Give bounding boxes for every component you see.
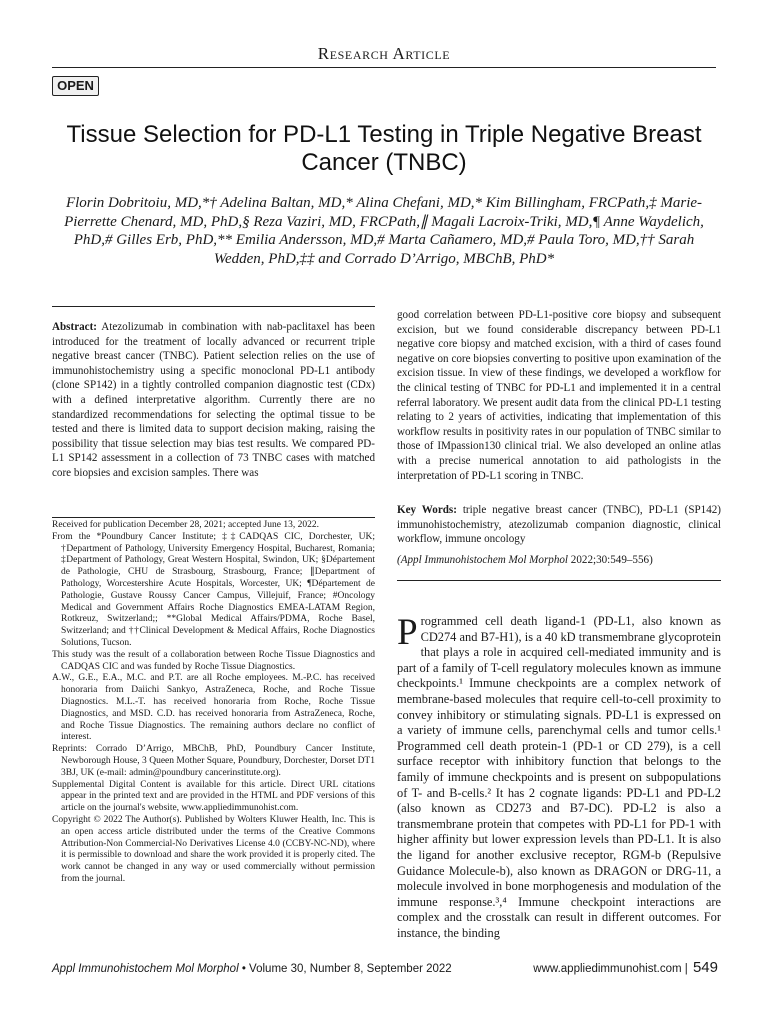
- abstract-continuation: good correlation between PD-L1-positive core biopsy and subsequent excision, but we found considerable discrepancy between PD-L1 negative core biopsy and matched excision, with a third of cases found negative on core biopsies converting to positive upon examination of the excision tissue. In view of these findings, we developed a workflow for the clinical testing of TNBC for PD-L1 and implemented it in a central referral laboratory. We present audit data from the clinical PD-L1 testing relating to 2 years of activities, indicating that implementation of this workflow results in positivity rates in our population of TNBC similar to those of IMpassion130 clinical trial. We also developed an online atlas with a precise numerical annotation to aid pathologists in the interpretation of PD-L1 scoring in TNBC.: [397, 309, 721, 482]
- note-funding: This study was the result of a collaboration between Roche Tissue Diagnostics and CADQAS CIC and was funded by Roche Tissue Diagnostics.: [52, 649, 375, 672]
- note-affiliations: From the *Poundbury Cancer Institute; ‡‡CADQAS CIC, Dorchester, UK; †Department of Pathology, University Emergency Hospital, Bucharest, Romania; ‡Department of Pathology, Great Western Hospital, Swindon, UK; §Département de Pathologie, CHU de Strasbourg, Strasbourg, France; ∥Department of Pathology, Worcestershire Acute Hospitals, Worcester, UK; ¶Département de Pathologie, Gustave Roussy Cancer Campus, Villejuif, France; #Oncology Medical and Government Affairs Roche Diagnostics EMEA-LATAM Region, Rotkreuz, Switzerland;; **Global Medical Affairs/PDMA, Roche Basel, Switzerland; and ††Clinical Development & Medical Affairs, Roche Diagnostics Solutions, Tucson.: [52, 531, 375, 648]
- top-rule: [52, 67, 716, 68]
- author-list: Florin Dobritoiu, MD,*† Adelina Baltan, MD,* Alina Chefani, MD,* Kim Billingham, FRCPath,‡ Marie-Pierrette Chenard, MD, PhD,§ Reza Vaziri, MD, FRCPath,∥ Magali Lacroix-Triki, MD,¶ Anne Waydelich, PhD,# Gilles Erb, PhD,** Emilia Andersson, MD,# Marta Cañamero, MD,# Paula Toro, MD,†† Sarah Wedden, PhD,‡‡ and Corrado D’Arrigo, MBChB, PhD*: [64, 195, 704, 267]
- note-conflicts: A.W., G.E., E.A., M.C. and P.T. are all Roche employees. M.-P.C. has received honoraria from Daiichi Sankyo, AstraZeneca, Roche, and Roche Tissue Diagnostics. M.L.-T. has received honoraria from Roche, Roche Tissue Diagnostics, and MSD. C.D. has received honoraria from AstraZeneca, Roche, and Roche Tissue Diagnostics. The remaining authors declare no conflict of interest.: [52, 673, 375, 743]
- abstract-label: Abstract:: [52, 321, 97, 333]
- open-access-badge: OPEN: [52, 76, 99, 96]
- note-supplemental: Supplemental Digital Content is available for this article. Direct URL citations appear in the printed text and are provided in the HTML and PDF versions of this article on the journal's website, www.appliedimmunohist.com.: [52, 779, 375, 814]
- footnotes: [52, 520, 375, 886]
- footer-website: www.appliedimmunohist.com |: [533, 963, 688, 975]
- citation: [397, 553, 721, 568]
- abstract-part-1: Atezolizumab in combination with nab-paclitaxel has been introduced for the treatment of locally advanced or recurrent triple negative breast cancer (TNBC). Patient selection relies on the use of immunohistochemistry using a specific monoclonal PD-L1 antibody (clone SP142) in a tightly controlled companion diagnostic test (CDx) with a defined interpretative algorithm. Currently there are no standardized recommendations for selecting the optimal tissue to be tested and there is limited data to support decision making, raising the possibility that tissue selection may bias test results. We compared PD-L1 SP142 assessment in a collection of 73 TNBC cases with matched core biopsies and excision samples. There was: [52, 321, 375, 479]
- section-label: Research Article: [317, 44, 451, 63]
- abstract-text: [52, 320, 375, 481]
- page-number: 549: [692, 959, 718, 976]
- note-received: Received for publication December 28, 2021; accepted June 13, 2022.: [52, 520, 319, 530]
- keywords-label: Key Words:: [397, 504, 457, 516]
- keywords: [397, 503, 721, 547]
- article-title: Tissue Selection for PD-L1 Testing in Triple Negative Breast Cancer (TNBC): [66, 121, 702, 176]
- citation-journal: (Appl Immunohistochem Mol Morphol: [397, 554, 569, 566]
- body-text: [397, 614, 721, 941]
- footer-page-info: [533, 959, 718, 976]
- citation-rule: [397, 580, 721, 581]
- footer-issue: • Volume 30, Number 8, September 2022: [238, 963, 452, 975]
- footer-journal: Appl Immunohistochem Mol Morphol: [52, 963, 239, 975]
- keywords-text: triple negative breast cancer (TNBC), PD-L1 (SP142) immunohistochemistry, atezolizumab companion diagnostic, clinical workflow, immune oncology: [397, 504, 721, 546]
- intro-paragraph: rogrammed cell death ligand-1 (PD-L1, also known as CD274 and B7-H1), is a 40 kD transmembrane glycoprotein that plays a role in acquired cell-mediated immunity and is part of a family of T-cell regulatory molecules known as immune checkpoints.¹ Immune checkpoints are a complex network of membrane-based molecules that require cell-to-cell proximity to convey inhibitory or stimulating signals. PD-L1 is expressed on a variety of immune cells, parenchymal cells and tumor cells.¹ Programmed cell death protein-1 (PD-1 or CD 279), is a cell surface receptor with inhibitory function that belongs to the family of immune checkpoints and is present on subpopulations of T- and B-cells.² It has 2 cognate ligands: PD-L1 and PD-L2 (also known as CD273 and B7-DC). PD-L2 is also a transmembrane protein that competes with PD-L1 for PD-1 with higher affinity but lower expression levels than PD-L1. It is also the ligand for another exclusive receptor, RGM-b (Repulsive Guidance Molecule-b), also known as DRAGON or DRG-11, a molecule involved in bone morphogenesis and modulation of the immune response.³,⁴ Immune checkpoint interactions are complex and the crosstalk can result in different outcomes. For instance, the binding: [397, 614, 721, 940]
- drop-cap: P: [397, 612, 418, 653]
- note-copyright: Copyright © 2022 The Author(s). Published by Wolters Kluwer Health, Inc. This is an open access article distributed under the terms of the Creative Commons Attribution-Non Commercial-No Derivatives License 4.0 (CCBY-NC-ND), where it is permissible to download and share the work provided it is properly cited. The work cannot be changed in any way or used commercially without permission from the journal.: [52, 814, 375, 884]
- citation-details: 2022;30:549–556): [570, 554, 653, 566]
- abstract-box: [52, 306, 375, 518]
- note-reprints: Reprints: Corrado D’Arrigo, MBChB, PhD, Poundbury Cancer Institute, Newborough House, 3 Queen Mother Square, Poundbury, Dorchester, Dorset DT1 3BJ, UK (e-mail: admin@poundbury cancerinstitute.org).: [52, 744, 375, 778]
- footer-journal-info: [52, 963, 452, 975]
